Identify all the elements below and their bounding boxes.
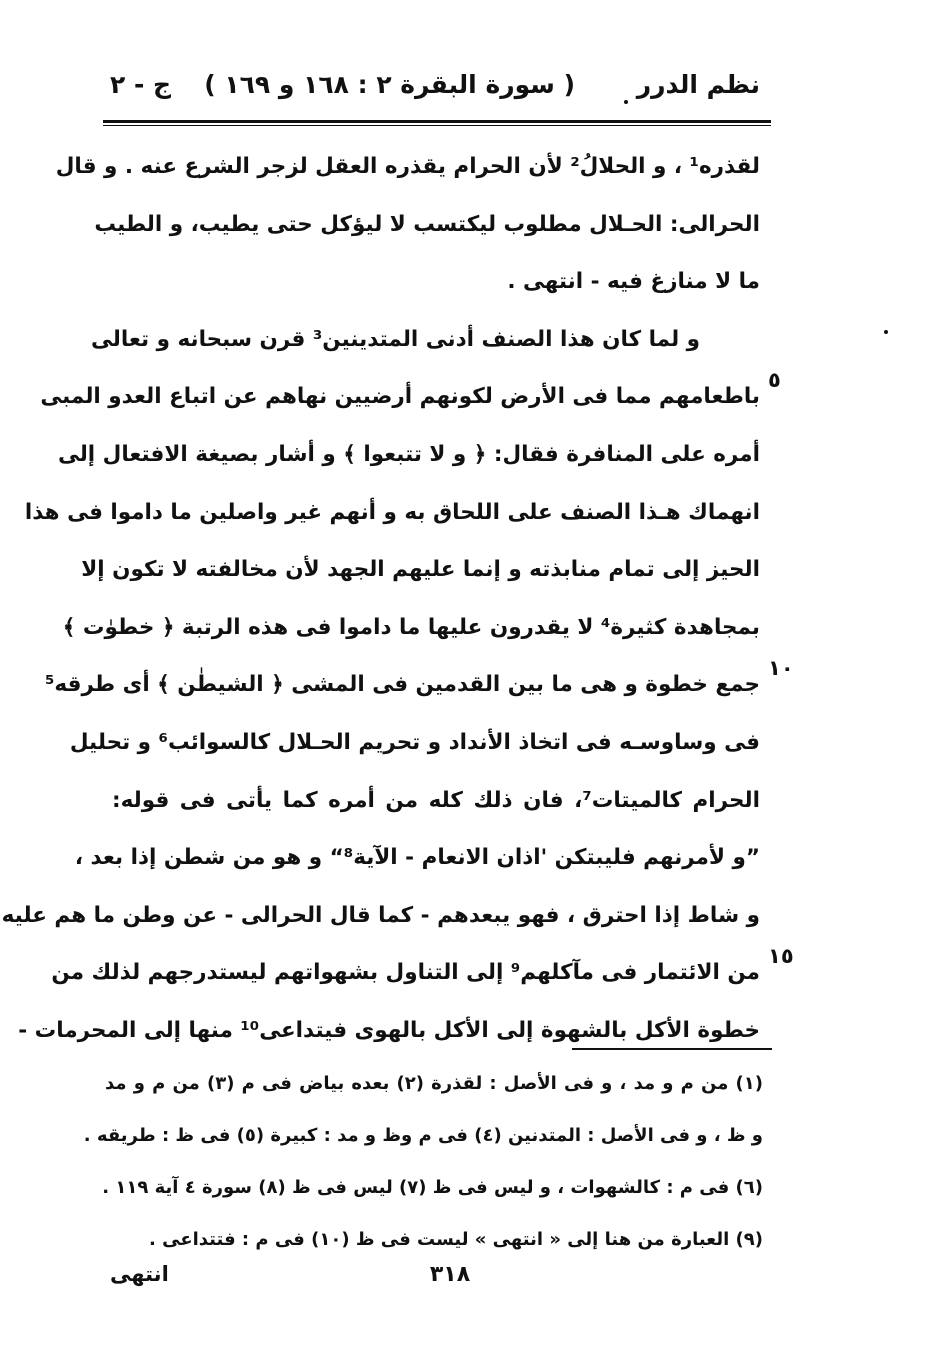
footnote-line: (٦) فى م : كالشهوات ، و ليس فى ظ (٧) ليس فى ظ (٨) سورة ٤ آية ١١٩ . <box>102 1177 763 1198</box>
text-line: بمجاهدة كثيرة⁴ لا يقدرون عليها ما داموا فى هذه الرتبة ﴿ خطوٰت ﴾ <box>62 614 760 640</box>
catchword: انتهى <box>110 1262 169 1286</box>
page-number: ٣١٨ <box>429 1262 471 1287</box>
text-line: ما لا منازغ فيه - انتهى . <box>507 269 760 295</box>
text-line: جمع خطوة و هى ما بين القدمين فى المشى ﴿ الشيطٰن ﴾ أى طرقه⁵ <box>44 672 760 698</box>
footnote-line: (٩) العبارة من هنا إلى « انتهى » ليست فى ظ (١٠) فى م : فتتداعى . <box>149 1229 763 1250</box>
text-line: و لما كان هذا الصنف أدنى المتدينين³ قرن سبحانه و تعالى <box>91 326 700 352</box>
ink-speck <box>884 330 888 334</box>
ink-speck <box>624 100 628 104</box>
text-line: باطعامهم مما فى الأرض لكونهم أرضيين نهاهم عن اتباع العدو المبى <box>40 384 760 410</box>
part-number: ج - ٢ <box>110 70 172 99</box>
footnotes <box>83 1058 763 1266</box>
footnote-line: (١) من م و مد ، و فى الأصل : لقذرة (٢) بعده بياض فى م (٣) من م و مد <box>105 1073 763 1094</box>
text-line: انهماك هـذا الصنف على اللحاق به و أنهم غير واصلين ما داموا فى هذا <box>24 499 760 525</box>
surah-reference: ( سورة البقرة ٢ : ١٦٨ و ١٦٩ ) <box>204 70 575 99</box>
text-line: و شاط إذا احترق ، فهو يبعدهم - كما قال الحرالى - عن وطن ما هم عليه <box>1 902 760 928</box>
footnote-rule <box>572 1048 772 1050</box>
footnote-line: و ظ ، و فى الأصل : المتدنين (٤) فى م وظ و مد : كبيرة (٥) فى ظ : طريقه . <box>83 1125 763 1146</box>
text-line: خطوة الأكل بالشهوة إلى الأكل بالهوى فيتداعى¹⁰ منها إلى المحرمات - <box>18 1017 760 1043</box>
header-rule-thin <box>103 125 771 126</box>
text-line: من الائتمار فى مآكلهم⁹ إلى التناول بشهواتهم ليستدرجهم لذلك من <box>51 960 760 986</box>
text-line: لقذره¹ ، و الحلالُ² لأن الحرام يقذره العقل لزجر الشرع عنه . و قال <box>55 154 760 179</box>
text-line: الحرالى: الحـلال مطلوب ليكتسب لا ليؤكل حتى يطيب، و الطيب <box>94 211 760 237</box>
header-rule-thick <box>103 120 771 123</box>
running-header <box>100 70 760 110</box>
line-number-5: ٥ <box>768 368 781 392</box>
main-text <box>1 138 760 1060</box>
line-number-15: ١٥ <box>768 944 794 968</box>
book-title: نظم الدرر <box>636 70 760 99</box>
text-line: الحيز إلى تمام منابذته و إنما عليهم الجهد لأن مخالفته لا تكون إلا <box>81 557 760 583</box>
line-number-10: ١٠ <box>768 656 794 680</box>
text-line: الحرام كالميتات⁷، فان ذلك كله من أمره كما يأتى فى قوله: <box>112 787 760 813</box>
text-line: أمره على المنافرة فقال: ﴿ و لا تتبعوا ﴾ و أشار بصيغة الافتعال إلى <box>57 441 760 467</box>
text-line: فى وساوسـه فى اتخاذ الأنداد و تحريم الحـلال كالسوائب⁶ و تحليل <box>69 729 760 755</box>
text-line: ”و لأمرنهم فليبتكن 'اذان الانعام - الآية⁸“ و هو من شطن إذا بعد ، <box>74 845 760 871</box>
